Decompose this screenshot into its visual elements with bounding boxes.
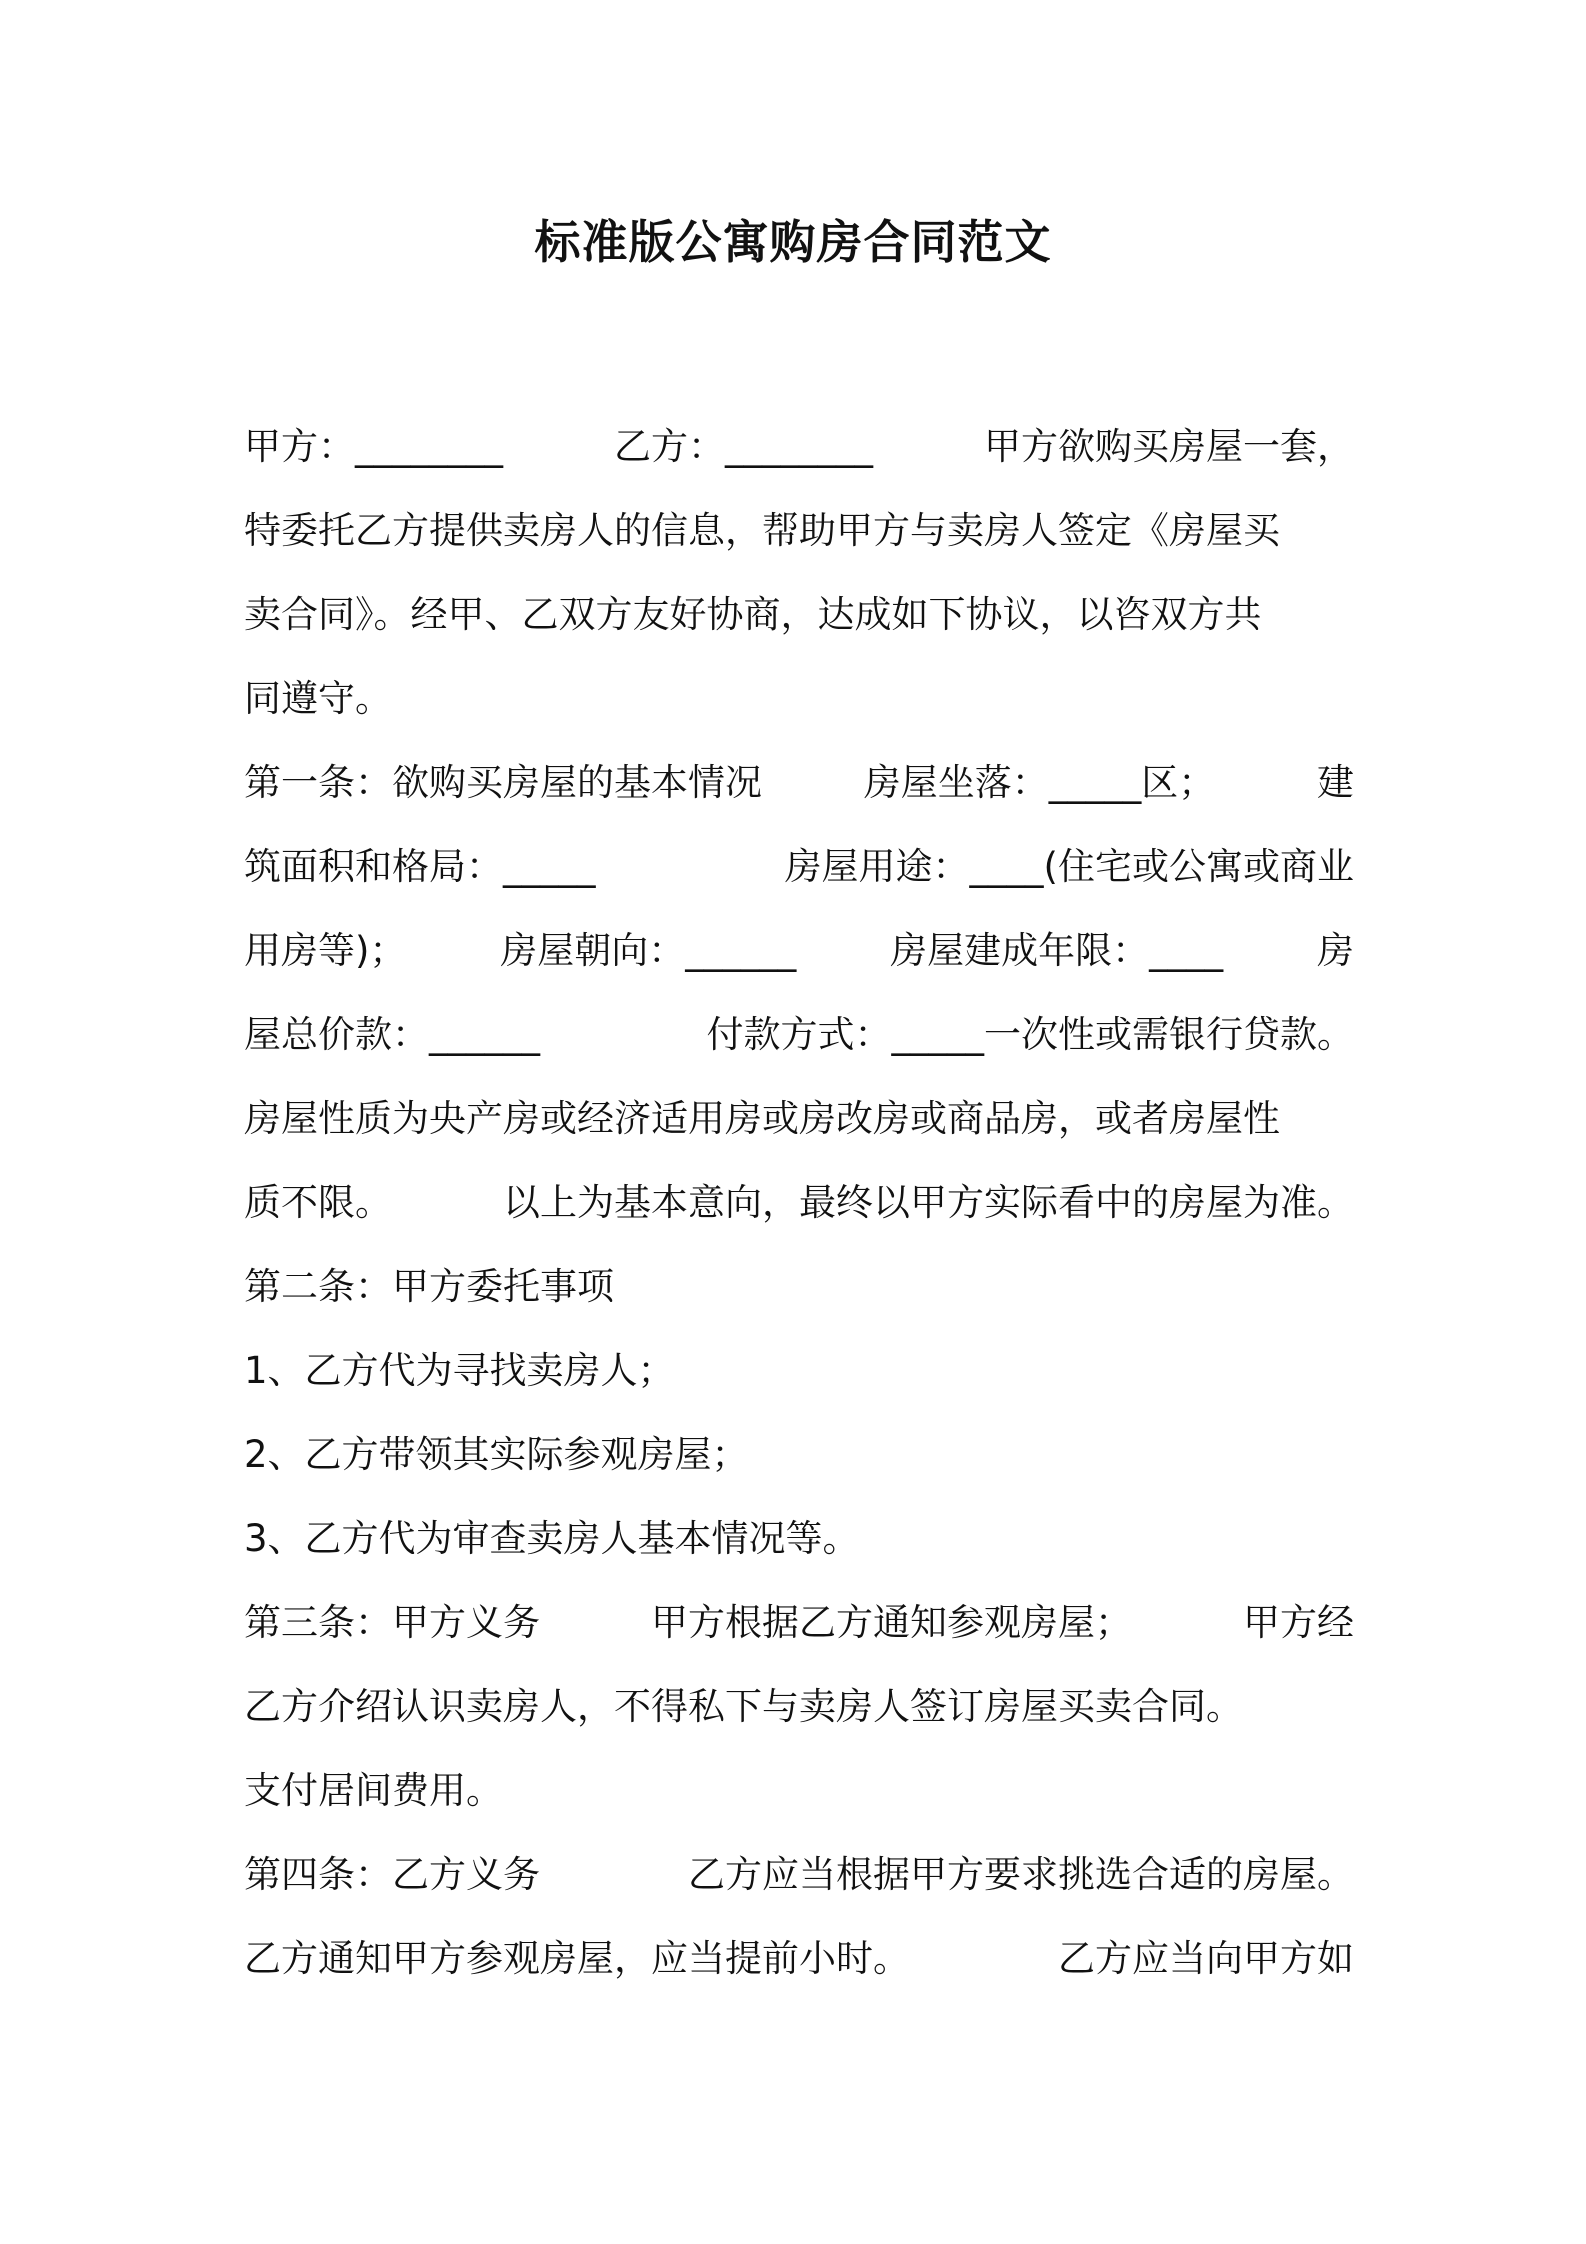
paragraph-line bbox=[244, 909, 1354, 993]
paragraph-line bbox=[244, 489, 1354, 573]
section-heading bbox=[244, 1245, 1354, 1329]
paragraph-line bbox=[244, 1161, 1354, 1245]
line-segment: 房屋坐落：_____区； bbox=[863, 761, 1216, 804]
line-segment: 甲方根据乙方通知参观房屋； bbox=[651, 1601, 1132, 1644]
line-segment: 乙方介绍认识卖房人，不得私下与卖房人签订房屋买卖合同。 bbox=[244, 1685, 1243, 1728]
line-segment: 2、乙方带领其实际参观房屋； bbox=[244, 1433, 749, 1476]
line-segment: 特委托乙方提供卖房人的信息，帮助甲方与卖房人签定《房屋买 bbox=[244, 509, 1280, 552]
line-segment: 房屋建成年限：____ bbox=[890, 929, 1224, 972]
paragraph-line bbox=[244, 825, 1354, 909]
line-segment: 筑面积和格局：_____ bbox=[244, 845, 596, 888]
line-segment: 第一条：欲购买房屋的基本情况 bbox=[244, 761, 762, 804]
line-segment: 建 bbox=[1317, 761, 1354, 804]
line-segment: 质不限。 bbox=[244, 1181, 392, 1224]
paragraph-line bbox=[244, 1665, 1354, 1749]
line-segment: 同遵守。 bbox=[244, 677, 392, 720]
paragraph-line bbox=[244, 573, 1354, 657]
paragraph-line bbox=[244, 405, 1354, 489]
document-title: 标准版公寓购房合同范文 bbox=[534, 215, 1052, 269]
document-body bbox=[244, 405, 1354, 2001]
line-segment: 第四条：乙方义务 bbox=[244, 1853, 540, 1896]
line-segment: 付款方式：_____一次性或需银行贷款。 bbox=[706, 1013, 1354, 1056]
line-segment: 房屋朝向：______ bbox=[500, 929, 797, 972]
line-segment: 甲方欲购买房屋一套， bbox=[984, 425, 1354, 468]
paragraph-line bbox=[244, 1917, 1354, 2001]
line-segment: 房屋性质为央产房或经济适用房或房改房或商品房，或者房屋性 bbox=[244, 1097, 1280, 1140]
line-segment: 以上为基本意向，最终以甲方实际看中的房屋为准。 bbox=[503, 1181, 1354, 1224]
line-segment: 屋总价款：______ bbox=[244, 1013, 540, 1056]
paragraph-line bbox=[244, 1749, 1354, 1833]
line-segment: 房 bbox=[1316, 929, 1354, 972]
line-segment: 1、乙方代为寻找卖房人； bbox=[244, 1349, 675, 1392]
line-segment: 甲方：________ bbox=[244, 425, 503, 468]
line-segment: 第二条：甲方委托事项 bbox=[244, 1265, 614, 1308]
paragraph-line bbox=[244, 1581, 1354, 1665]
list-item bbox=[244, 1497, 1354, 1581]
paragraph-line bbox=[244, 657, 1354, 741]
line-segment: 第三条：甲方义务 bbox=[244, 1601, 540, 1644]
paragraph-line bbox=[244, 1833, 1354, 1917]
line-segment: 乙方应当根据甲方要求挑选合适的房屋。 bbox=[688, 1853, 1354, 1896]
line-segment: 甲方经 bbox=[1243, 1601, 1354, 1644]
line-segment: 支付居间费用。 bbox=[244, 1769, 503, 1812]
list-item bbox=[244, 1329, 1354, 1413]
line-segment: 3、乙方代为审查卖房人基本情况等。 bbox=[244, 1517, 860, 1560]
line-segment: 乙方：________ bbox=[614, 425, 873, 468]
line-segment: 房屋用途：____(住宅或公寓或商业 bbox=[784, 845, 1354, 888]
line-segment: 乙方通知甲方参观房屋，应当提前小时。 bbox=[244, 1937, 910, 1980]
paragraph-line bbox=[244, 1077, 1354, 1161]
paragraph-line bbox=[244, 993, 1354, 1077]
line-segment: 卖合同》。经甲、乙双方友好协商，达成如下协议，以咨双方共 bbox=[244, 593, 1262, 636]
paragraph-line bbox=[244, 741, 1354, 825]
line-segment: 用房等)； bbox=[244, 929, 407, 972]
line-segment: 乙方应当向甲方如 bbox=[1058, 1937, 1354, 1980]
list-item bbox=[244, 1413, 1354, 1497]
